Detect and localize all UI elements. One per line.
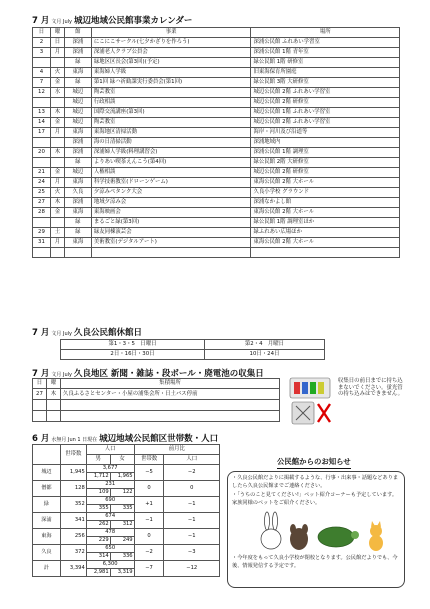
coll-cell	[46, 411, 60, 422]
cal-cell: 緑	[64, 78, 91, 88]
hh-header-population: 人口	[86, 445, 134, 455]
hh-row	[33, 497, 220, 505]
cal-cell: 久良	[64, 188, 91, 198]
cal-cell: 城辺	[64, 88, 91, 98]
hh-prev-population: −2	[164, 465, 220, 481]
cal-cell: 東海地区清掃活動	[91, 128, 251, 138]
cal-cell: 城辺公民館 2階 研修室	[251, 98, 400, 108]
cal-row	[33, 118, 400, 128]
cal-cell: 土	[50, 228, 64, 238]
cal-cell: 緑公民館 3階 大研修室	[251, 78, 400, 88]
cal-cell: 久良小学校 グラウンド	[251, 188, 400, 198]
cal-cell: 月	[50, 48, 64, 58]
cal-header-4: 場所	[251, 28, 400, 38]
cal-cell: 緑公民館 1階 研修室	[251, 58, 400, 68]
cal-row	[33, 208, 400, 218]
cal-cell: 日	[50, 38, 64, 48]
hh-population-total: 690	[86, 497, 134, 505]
cal-cell	[33, 138, 51, 148]
cal-cell: 東海	[64, 208, 91, 218]
info-paragraph-3: ・今年度をもって久良小学校が閉校となります。公民館だよりでも、今後、情報発信する予定です。	[232, 555, 398, 569]
info-box	[227, 471, 405, 588]
hh-row	[33, 545, 220, 553]
cal-row	[33, 248, 400, 258]
hh-prev-population: −1	[164, 497, 220, 513]
cal-cell: 緑ふれあい広場ほか	[251, 228, 400, 238]
cal-row	[33, 198, 400, 208]
hh-male: 109	[86, 489, 110, 497]
cal-cell: 行政相談	[91, 98, 251, 108]
cal-cell: 東海公民館 2階 大ホール	[251, 178, 400, 188]
hh-population-total: 6,300	[86, 561, 134, 569]
cal-cell: 緑地区区長会(第3回)(予定)	[91, 58, 251, 68]
households-title	[32, 432, 218, 444]
hh-households: 1,945	[60, 465, 86, 481]
cal-row	[33, 148, 400, 158]
cal-cell: 城辺	[64, 168, 91, 178]
cal-cell	[64, 248, 91, 258]
cal-cell	[50, 158, 64, 168]
coll-header-2: 集積場所	[60, 379, 279, 389]
hh-prev-households: 0	[134, 481, 164, 497]
cal-header-3: 事業	[91, 28, 251, 38]
hh-population-total: 3,677	[86, 465, 134, 473]
hh-male: 2,981	[86, 569, 110, 577]
cal-row	[33, 58, 400, 68]
cal-row	[33, 158, 400, 168]
hh-population-total: 650	[86, 545, 134, 553]
cal-cell: 城辺	[64, 108, 91, 118]
cal-cell: 海岸・河川及び沿道等	[251, 128, 400, 138]
cal-cell: 東海	[64, 178, 91, 188]
hh-area: 僧都	[33, 481, 61, 497]
hh-row	[33, 513, 220, 521]
cal-header-1: 曜	[50, 28, 64, 38]
cal-cell: 陶芸教室	[91, 118, 251, 128]
coll-row	[33, 400, 280, 411]
cal-row	[33, 238, 400, 248]
hh-households: 352	[60, 497, 86, 513]
cal-cell: 深浦	[64, 198, 91, 208]
cal-cell: 緑	[64, 218, 91, 228]
hh-prev-households: 0	[134, 529, 164, 545]
hh-prev-population: −12	[164, 561, 220, 577]
hh-prev-households: −5	[134, 465, 164, 481]
cal-cell: 深浦	[64, 148, 91, 158]
hh-male: 229	[86, 537, 110, 545]
cal-row	[33, 168, 400, 178]
cal-cell: 火	[50, 68, 64, 78]
hh-header-female: 女	[110, 455, 134, 465]
cal-cell: 4	[33, 68, 51, 78]
hh-female: 335	[110, 505, 134, 513]
cal-cell: 緑	[64, 228, 91, 238]
cal-cell	[50, 248, 64, 258]
cal-cell: 月	[50, 178, 64, 188]
cal-cell: 13	[33, 108, 51, 118]
cal-cell: 水	[50, 88, 64, 98]
cal-cell: 金	[50, 208, 64, 218]
cal-cell: 深浦	[64, 138, 91, 148]
rest-days-table	[60, 339, 325, 360]
calendar-title	[32, 14, 192, 26]
cal-cell: 月	[50, 128, 64, 138]
info-paragraph-1: ・久良公民館だよりに掲載するような、行事・出来事・話題などありましたら久良公民館までご連絡ください。	[232, 475, 399, 489]
coll-cell	[60, 400, 279, 411]
cal-cell	[50, 218, 64, 228]
collection-title-month: 7 月	[32, 369, 50, 379]
cal-cell: 陶芸教室	[91, 88, 251, 98]
cal-row	[33, 228, 400, 238]
cal-cell: 金	[50, 168, 64, 178]
coll-cell: 27	[33, 389, 47, 400]
cal-cell: 城辺公民館 1階 ふれあい学習室	[251, 108, 400, 118]
hh-population-total: 231	[86, 481, 134, 489]
cal-cell: 東海映画会	[91, 208, 251, 218]
households-title-small: 水無月 Jun 1 日現在	[51, 437, 98, 443]
coll-cell	[33, 411, 47, 422]
hh-area: 深浦	[33, 513, 61, 529]
cal-cell: 城辺公民館 2階 ふれあい学習室	[251, 118, 400, 128]
cal-header-0: 日	[33, 28, 51, 38]
cal-cell	[251, 248, 400, 258]
cal-cell: 28	[33, 208, 51, 218]
coll-cell	[60, 411, 279, 422]
cal-cell: まるごと緑(第3回)	[91, 218, 251, 228]
cal-row	[33, 68, 400, 78]
cal-row	[33, 38, 400, 48]
rest-header-sunday: 第1・3・5 日曜日	[61, 340, 205, 350]
cal-row	[33, 218, 400, 228]
cal-cell: 城辺	[64, 118, 91, 128]
cal-cell: 29	[33, 228, 51, 238]
cal-cell: 31	[33, 238, 51, 248]
cal-cell: 美術教室(デジタルアート)	[91, 238, 251, 248]
cal-cell: 第1回 緑ハ祈勧課実行委員会(第1回)	[91, 78, 251, 88]
cal-cell: 城辺	[64, 98, 91, 108]
hh-prev-households: −7	[134, 561, 164, 577]
coll-row	[33, 411, 280, 422]
cal-cell: 深浦公民館 1階 青年室	[251, 48, 400, 58]
cal-cell	[91, 248, 251, 258]
hh-female: 1,965	[110, 473, 134, 481]
rest-days-title	[32, 326, 142, 338]
cal-row	[33, 128, 400, 138]
cal-row	[33, 188, 400, 198]
cal-row	[33, 108, 400, 118]
hh-prev-households: +1	[134, 497, 164, 513]
coll-header-1: 曜	[46, 379, 60, 389]
coll-row	[33, 389, 280, 400]
info-paragraph-2: ・「うちのこと見てください!」ペット紹介コーナーも予定しています。家族同様のペットをご紹介ください。	[232, 492, 398, 506]
hh-households: 128	[60, 481, 86, 497]
hh-female: 249	[110, 537, 134, 545]
cal-cell: 深浦地域内	[251, 138, 400, 148]
cal-cell: 月	[50, 238, 64, 248]
cal-cell: 金	[50, 118, 64, 128]
cal-cell: 城辺公民館 2階 研修室	[251, 168, 400, 178]
cal-cell: 夕涼みペタンク大会	[91, 188, 251, 198]
hh-male: 355	[86, 505, 110, 513]
hh-area: 東海	[33, 529, 61, 545]
cal-cell: 深浦なかよし館	[251, 198, 400, 208]
cal-cell: 深浦老人クラブ公員会	[91, 48, 251, 58]
cal-cell: 緑公民館 1階 調理室ほか	[251, 218, 400, 228]
rest-dates-sunday: 2日・16日・30日	[61, 350, 205, 360]
cal-cell	[50, 58, 64, 68]
cal-cell: 東海	[64, 68, 91, 78]
event-calendar-table	[32, 27, 400, 258]
cal-cell: 木	[50, 148, 64, 158]
cal-cell: 3	[33, 48, 51, 58]
cal-cell: 25	[33, 188, 51, 198]
cal-cell: 深浦公民館 ふれあい学習室	[251, 38, 400, 48]
cal-cell: 14	[33, 118, 51, 128]
cal-cell: 7	[33, 78, 51, 88]
cal-cell	[33, 248, 51, 258]
cal-cell	[33, 158, 51, 168]
hh-female: 312	[110, 521, 134, 529]
hh-female: 336	[110, 553, 134, 561]
rest-title-month: 7 月	[32, 328, 50, 338]
calendar-title-name: 城辺地域公民館事業カレンダー	[73, 16, 193, 26]
hh-male: 262	[86, 521, 110, 529]
hh-area: 久良	[33, 545, 61, 561]
cal-cell: 21	[33, 168, 51, 178]
coll-cell	[46, 400, 60, 411]
collection-note: 収集日の前日までに持ち込まないでください。蛍光管の持ち込みはできません。	[338, 378, 404, 398]
cal-cell: 科学技術教室(ドローンゲーム)	[91, 178, 251, 188]
cal-cell: 深浦	[64, 48, 91, 58]
hh-households: 372	[60, 545, 86, 561]
cal-header-2: 館	[64, 28, 91, 38]
cal-cell: 東海	[64, 128, 91, 138]
hh-prev-population: −3	[164, 545, 220, 561]
hh-prev-population: −1	[164, 529, 220, 545]
cal-cell	[33, 98, 51, 108]
calendar-title-month: 7 月	[32, 16, 50, 26]
cal-cell	[50, 98, 64, 108]
cal-cell: 12	[33, 88, 51, 98]
households-table	[32, 444, 220, 577]
cal-cell: 深浦婦人学級(料理講習会)	[91, 148, 251, 158]
collection-title-small: 文月 July	[51, 372, 72, 378]
coll-header-0: 日	[33, 379, 47, 389]
rest-header-monday: 第2・4 月曜日	[204, 340, 324, 350]
hh-header-male: 男	[86, 455, 110, 465]
hh-header-prev-households: 世帯数	[134, 455, 164, 465]
info-title: 公民館からのお知らせ	[277, 456, 351, 469]
hh-area: 緑	[33, 497, 61, 513]
cal-cell: 地域夕涼み会	[91, 198, 251, 208]
households-title-name: 城辺地域公民館区世帯数・人口	[99, 434, 219, 444]
hh-header-area	[33, 445, 61, 465]
cal-row	[33, 178, 400, 188]
cal-cell: 緑	[64, 58, 91, 68]
hh-female: 3,319	[110, 569, 134, 577]
hh-households: 341	[60, 513, 86, 529]
rest-dates-monday: 10日・24日	[204, 350, 324, 360]
cal-cell: 城辺公民館 2階 ふれあい学習室	[251, 88, 400, 98]
households-title-month: 6 月	[32, 434, 50, 444]
hh-header-households: 世帯数	[60, 445, 86, 465]
collection-table	[32, 378, 280, 422]
cal-cell: 旧東海保育所園庭	[251, 68, 400, 78]
rest-title-small: 文月 July	[51, 331, 72, 337]
hh-row	[33, 529, 220, 537]
hh-prev-population: 0	[164, 481, 220, 497]
hh-row	[33, 561, 220, 569]
hh-households: 3,394	[60, 561, 86, 577]
cal-cell: 木	[50, 198, 64, 208]
cal-cell: 24	[33, 178, 51, 188]
hh-prev-population: −1	[164, 513, 220, 529]
hh-prev-households: −2	[134, 545, 164, 561]
cal-cell	[33, 218, 51, 228]
cal-cell: 東海公民館 2階 大ホール	[251, 208, 400, 218]
hh-population-total: 478	[86, 529, 134, 537]
cal-cell: 木	[50, 108, 64, 118]
cal-row	[33, 78, 400, 88]
cal-row	[33, 48, 400, 58]
cal-cell: にこにこサークル(七夕かざりを作ろう)	[91, 38, 251, 48]
cal-row	[33, 138, 400, 148]
hh-male: 1,712	[86, 473, 110, 481]
hh-female: 122	[110, 489, 134, 497]
cal-cell: 人権相談	[91, 168, 251, 178]
cal-cell: 東海	[64, 238, 91, 248]
coll-cell: 久良ふるさとセンター・小屋の浦集会所・日土バス停前	[60, 389, 279, 400]
cal-cell	[50, 138, 64, 148]
hh-row	[33, 465, 220, 473]
cal-cell: 東海婦人学級	[91, 68, 251, 78]
hh-area: 城辺	[33, 465, 61, 481]
cal-cell: 17	[33, 128, 51, 138]
collection-title-name: 久良地区 新聞・雑誌・段ボール・廃電池の収集日	[73, 369, 264, 379]
hh-male: 314	[86, 553, 110, 561]
hh-population-total: 674	[86, 513, 134, 521]
coll-cell	[33, 400, 47, 411]
cal-cell: 金	[50, 78, 64, 88]
cal-row	[33, 88, 400, 98]
cal-cell: よりあい喫茶えんこう(第4回)	[91, 158, 251, 168]
rest-title-name: 久良公民館休館日	[73, 328, 142, 338]
hh-row	[33, 481, 220, 489]
cal-cell: 緑公民館 2階 大研修室	[251, 158, 400, 168]
hh-header-prev-population: 人口	[164, 455, 220, 465]
coll-cell: 木	[46, 389, 60, 400]
cal-row	[33, 98, 400, 108]
cal-cell: 東海公民館 2階 大ホール	[251, 238, 400, 248]
cal-cell: 緑	[64, 158, 91, 168]
cal-cell	[33, 58, 51, 68]
hh-area: 計	[33, 561, 61, 577]
battery-recycling-icon	[288, 376, 332, 426]
calendar-title-small: 文月 July	[51, 19, 72, 25]
cal-cell: 海の日清掃活動	[91, 138, 251, 148]
cal-cell: 国際交流講座(第3回)	[91, 108, 251, 118]
cal-cell: 火	[50, 188, 64, 198]
hh-header-prev: 前月比	[134, 445, 219, 455]
cal-cell: 深浦	[64, 38, 91, 48]
hh-households: 256	[60, 529, 86, 545]
pets-illustration-icon	[241, 509, 391, 553]
cal-cell: 27	[33, 198, 51, 208]
cal-cell: 深浦公民館 1階 調理室	[251, 148, 400, 158]
cal-cell: 2	[33, 38, 51, 48]
cal-cell: 20	[33, 148, 51, 158]
cal-cell: 緑友同棟演芸会	[91, 228, 251, 238]
hh-prev-households: −1	[134, 513, 164, 529]
